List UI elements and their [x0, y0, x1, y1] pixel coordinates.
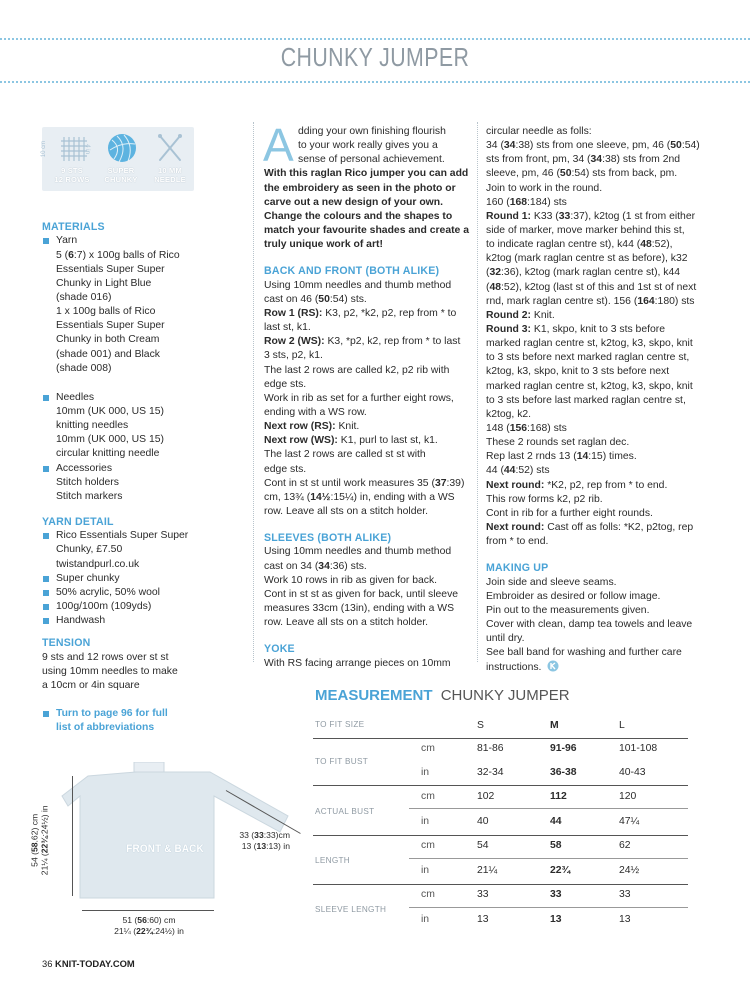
materials-accessories-label: Accessories	[56, 462, 113, 474]
pattern-line: marked raglan centre st, k2tog, k3, skpo, knit	[486, 338, 693, 350]
pattern-line: cast on 34 (34:36) sts.	[264, 560, 367, 572]
cell: 62	[619, 840, 631, 851]
pattern-line: Rep last 2 rnds 13 (14:15) times.	[486, 451, 637, 463]
pattern-line: side of marker, move marker behind this st,	[486, 224, 685, 236]
pattern-line: rnd, mark raglan centre st). 156 (164:180) sts	[486, 295, 695, 307]
diagram-sleeve-dimension	[210, 830, 290, 851]
height-arrow	[72, 776, 73, 896]
grid-side-label: 10 cm	[41, 140, 48, 158]
unit-cm: cm	[421, 840, 435, 851]
footer-site: KNIT-TODAY.COM	[55, 958, 135, 969]
intro-line: match your favourite shades and create a	[264, 224, 470, 236]
pattern-line: Work 10 rows in rib as given for back.	[264, 574, 438, 586]
pattern-line: circular needle as folls:	[486, 126, 592, 137]
intro-line: Change the colours and the shapes to	[264, 210, 453, 222]
pattern-line: Next row (WS): K1, purl to last st, k1.	[264, 435, 438, 447]
icon-label-line: 12 ROWS	[54, 174, 90, 184]
sleeve-line-1: 33 (33:33)cm	[239, 830, 290, 840]
pattern-line: Row 1 (RS): K3, p2, *k2, p2, rep from * to	[264, 307, 457, 319]
row-label: SLEEVE LENGTH	[315, 905, 387, 914]
pattern-line: Next row (RS): Knit.	[264, 421, 360, 433]
icon-label-line: 9 STS	[61, 166, 83, 175]
needles-line: circular knitting needle	[56, 448, 160, 460]
unit-cm: cm	[421, 889, 435, 900]
pattern-line: to 3 sts before last marked raglan centre st,	[486, 394, 686, 406]
yarn-detail-item: 50% acrylic, 50% wool	[42, 586, 242, 600]
sleeves-heading: SLEEVES (BOTH ALIKE)	[264, 532, 392, 545]
icon-label-needle	[148, 167, 192, 184]
needles-line: knitting needles	[56, 420, 129, 432]
cell: 22¾	[550, 865, 571, 876]
icon-label-line: CHUNKY	[104, 174, 138, 184]
making-up-last-text: instructions.	[486, 662, 542, 674]
materials-needles	[42, 391, 242, 405]
size-m: M	[550, 720, 559, 731]
cell: 36-38	[550, 767, 577, 778]
making-up-line: Cover with clean, damp tea towels and leave	[486, 619, 693, 631]
pattern-line: cast on 46 (50:54) sts.	[264, 293, 367, 305]
pattern-line: With RS facing arrange pieces on 10mm	[264, 657, 451, 669]
cell: 44	[550, 816, 562, 827]
size-s: S	[477, 720, 484, 731]
making-up-line: Embroider as desired or follow image.	[486, 590, 661, 602]
pattern-line: last st, k1.	[264, 322, 311, 334]
yarn-detail-line: twistandpurl.co.uk	[56, 558, 140, 570]
unit-cm: cm	[421, 791, 435, 802]
unit-cm: cm	[421, 743, 435, 754]
cell: 81-86	[477, 743, 504, 754]
pattern-line: Round 2: Knit.	[486, 309, 555, 321]
pattern-line: Cont in st st as given for back, until sleeve	[264, 588, 459, 600]
width-line-2: 21¼ (22¾:24½) in	[114, 925, 184, 936]
intro-line: the embroidery as seen in the photo or	[264, 182, 456, 194]
column-pattern-1	[264, 125, 474, 671]
grid-side-label-right: 4 in	[83, 144, 90, 154]
yarn-ball-icon	[106, 132, 138, 164]
yarn-line: Essentials Super Super	[56, 263, 165, 275]
pattern-line: The last 2 rows are called st st with	[264, 449, 426, 461]
cell: 32-34	[477, 767, 504, 778]
yarn-line: 5 (6:7) x 100g balls of Rico	[56, 249, 180, 261]
table-rule-inner	[409, 907, 688, 908]
sleeve-line-2: 13 (13:13) in	[241, 840, 290, 851]
yarn-line: Chunky in both Cream	[56, 334, 160, 346]
pattern-line: The last 2 rows are called k2, p2 rib with	[264, 364, 450, 376]
pattern-line: 34 (34:38) sts from one sleeve, pm, 46 (50:54)	[486, 140, 700, 152]
pattern-line: These 2 rounds set raglan dec.	[486, 437, 630, 449]
making-up-heading: MAKING UP	[486, 562, 549, 575]
pattern-line: (32:36), k2tog (mark raglan centre st), k44	[486, 267, 681, 279]
pattern-line: Round 1: K33 (33:37), k2tog (1 st from either	[486, 210, 696, 222]
abbreviations-line: Turn to page 96 for full	[56, 708, 168, 720]
unit-in: in	[421, 914, 430, 925]
intro-line: truly unique work of art!	[264, 239, 383, 251]
knit-logo-icon	[547, 660, 559, 672]
pattern-line: k2tog, k2.	[486, 408, 532, 420]
icon-label-line: NEEDLE	[154, 174, 186, 184]
yarn-detail-line: Rico Essentials Super Super	[56, 530, 189, 542]
column-divider	[477, 122, 478, 662]
making-up-line: See ball band for washing and further care	[486, 647, 682, 659]
accessories-line: Stitch holders	[56, 476, 119, 488]
making-up-line: Join side and sleeve seams.	[486, 576, 617, 588]
yarn-line: 1 x 100g balls of Rico	[56, 306, 156, 318]
size-header-label: TO FIT SIZE	[315, 720, 365, 729]
column-divider	[253, 122, 254, 662]
diagram-height-dimension	[30, 780, 51, 900]
pattern-line: sleeve, pm, 46 (50:54) sts from back, pm.	[486, 168, 678, 180]
yarn-detail-line: Chunky, £7.50	[56, 544, 123, 556]
yarn-line: (shade 001) and Black	[56, 348, 160, 360]
cell: 33	[619, 889, 631, 900]
intro-line: With this raglan Rico jumper you can add	[264, 168, 469, 180]
pattern-line: Next round: *K2, p2, rep from * to end.	[486, 479, 668, 491]
pattern-line: Work in rib as set for a further eight rows,	[264, 392, 454, 404]
spec-icons-panel	[42, 127, 194, 191]
size-l: L	[619, 720, 625, 731]
width-arrow	[82, 910, 214, 911]
height-line-1: 54 (58.62) cm	[29, 813, 40, 867]
yarn-detail-item: Super chunky	[42, 572, 242, 586]
intro-line: carve out a new design of your own.	[264, 196, 443, 208]
pattern-line: k2tog (mark raglan centre st as before), k32	[486, 253, 688, 265]
cell: 40-43	[619, 767, 646, 778]
page-footer	[42, 958, 135, 971]
materials-accessories-detail	[42, 476, 242, 504]
intro-line: sense of personal achievement.	[298, 154, 445, 166]
icon-label-tension	[50, 167, 94, 184]
cell: 102	[477, 791, 495, 802]
yarn-line: Essentials Super Super	[56, 320, 165, 332]
title-dotted-rule	[0, 81, 750, 83]
cell: 13	[619, 914, 631, 925]
cell: 24½	[619, 865, 640, 876]
pattern-line: to indicate raglan centre st), k44 (48:52),	[486, 239, 673, 251]
cell: 101-108	[619, 743, 658, 754]
height-line-2: 21¼ (22¾:24½) in	[40, 805, 50, 876]
pattern-line: 44 (44:52) sts	[486, 465, 550, 477]
intro-line: dding your own finishing flourish	[298, 126, 446, 137]
cell: 54	[477, 840, 489, 851]
pattern-line: Using 10mm needles and thumb method	[264, 279, 452, 291]
materials-needles-label: Needles	[56, 391, 95, 403]
tension-line: a 10cm or 4in square	[42, 680, 140, 692]
cell: 21¼	[477, 865, 498, 876]
pattern-line: 3 sts, p2, k1.	[264, 350, 323, 362]
row-label: ACTUAL BUST	[315, 807, 375, 816]
pattern-line: edge sts.	[264, 378, 307, 390]
tension-line: 9 sts and 12 rows over st st	[42, 651, 169, 663]
icon-label-line: SUPER	[107, 166, 135, 175]
page-number: 36	[42, 958, 53, 969]
pattern-line: cm, 13¾ (14½:15¼) in, ending with a WS	[264, 491, 455, 503]
needles-line: 10mm (UK 000, US 15)	[56, 405, 164, 417]
unit-in: in	[421, 767, 430, 778]
yarn-detail-item: Handwash	[42, 614, 242, 628]
tension-heading: TENSION	[42, 637, 91, 650]
pattern-line: k2tog, k3, skpo, knit to 3 sts before next	[486, 366, 670, 378]
cell: 33	[550, 889, 562, 900]
icon-label-line: 10 MM	[158, 166, 182, 175]
measurement-title-main: MEASUREMENT	[315, 687, 433, 704]
pattern-line: Next round: Cast off as folls: *K2, p2tog, rep	[486, 521, 694, 533]
diagram-width-dimension	[84, 915, 214, 936]
table-rule-inner	[409, 858, 688, 859]
yarn-line: (shade 008)	[56, 362, 112, 374]
table-rule	[313, 738, 688, 739]
column-materials	[42, 220, 242, 735]
pattern-line: measures 33cm (13in), ending with a WS	[264, 603, 454, 615]
cell: 91-96	[550, 743, 577, 754]
pattern-line: Row 2 (WS): K3, *p2, k2, rep from * to last	[264, 336, 461, 348]
accessories-line: Stitch markers	[56, 490, 123, 502]
table-rule	[313, 785, 688, 786]
drop-cap: A	[263, 119, 294, 171]
abbreviations-link[interactable]	[42, 707, 242, 735]
cell: 47¼	[619, 816, 640, 827]
unit-in: in	[421, 865, 430, 876]
materials-needles-detail	[42, 405, 242, 462]
cell: 120	[619, 791, 637, 802]
cell: 13	[477, 914, 489, 925]
pattern-line: row. Leave all sts on a stitch holder.	[264, 617, 429, 629]
cell: 33	[477, 889, 489, 900]
materials-yarn-detail	[42, 249, 242, 376]
cell: 13	[550, 914, 562, 925]
cell: 40	[477, 816, 489, 827]
row-label: TO FIT BUST	[315, 757, 369, 766]
back-front-heading: BACK AND FRONT (BOTH ALIKE)	[264, 265, 440, 278]
cell: 112	[550, 791, 567, 802]
table-rule-inner	[409, 808, 688, 809]
yarn-detail-item: 100g/100m (109yds)	[42, 600, 242, 614]
pattern-line: from * to end.	[486, 536, 549, 548]
pattern-line: Using 10mm needles and thumb method	[264, 546, 452, 558]
yarn-detail-heading: YARN DETAIL	[42, 515, 114, 528]
yarn-line: Chunky in Light Blue	[56, 277, 152, 289]
icon-label-weight	[99, 167, 143, 184]
abbreviations-line: list of abbreviations	[56, 722, 155, 734]
yoke-heading: YOKE	[264, 643, 295, 656]
cell: 58	[550, 840, 562, 851]
pattern-line: sts from front, pm, 34 (34:38) sts from 2nd	[486, 154, 681, 166]
measurement-title-sub: CHUNKY JUMPER	[440, 687, 570, 704]
materials-yarn-label: Yarn	[56, 235, 78, 247]
pattern-line: 160 (168:184) sts	[486, 196, 567, 208]
materials-accessories	[42, 462, 242, 476]
intro-line: to your work really gives you a	[298, 140, 438, 152]
needles-line: 10mm (UK 000, US 15)	[56, 434, 164, 446]
width-line-1: 51 (56:60) cm	[122, 915, 176, 925]
making-up-line	[486, 660, 702, 675]
measurement-title	[315, 686, 570, 706]
yarn-line: (shade 016)	[56, 291, 112, 303]
materials-heading: MATERIALS	[42, 221, 105, 233]
yarn-detail-item	[42, 529, 242, 571]
making-up-line: Pin out to the measurements given.	[486, 604, 650, 616]
making-up-line: until dry.	[486, 633, 525, 645]
table-rule	[313, 835, 688, 836]
page-title: CHUNKY JUMPER	[280, 42, 470, 72]
needles-icon	[154, 132, 186, 164]
pattern-line: row. Leave all sts on a stitch holder.	[264, 505, 429, 517]
pattern-line: marked raglan centre st, k2tog, k3, skpo, knit	[486, 380, 693, 392]
pattern-line: Join to work in the round.	[486, 182, 603, 194]
pattern-line: ending with a WS row.	[264, 406, 367, 418]
pattern-line: This row forms k2, p2 rib.	[486, 493, 603, 505]
pattern-line: to 3 sts before next marked raglan centre st,	[486, 352, 690, 364]
pattern-line: (48:52), k2tog (last st of this and 1st st of next	[486, 281, 697, 293]
pattern-line: Round 3: K1, skpo, knit to 3 sts before	[486, 323, 666, 335]
unit-in: in	[421, 816, 430, 827]
pattern-line: 148 (156:168) sts	[486, 422, 567, 434]
diagram-label: FRONT & BACK	[126, 843, 204, 855]
row-label: LENGTH	[315, 856, 351, 865]
table-rule	[313, 884, 688, 885]
tension-line: using 10mm needles to make	[42, 665, 178, 677]
pattern-line: edge sts.	[264, 463, 307, 475]
column-pattern-2	[486, 125, 702, 676]
materials-yarn	[42, 234, 242, 248]
pattern-line: Cont in st st until work measures 35 (37:39)	[264, 477, 465, 489]
pattern-line: Cont in rib for a further eight rounds.	[486, 507, 653, 519]
